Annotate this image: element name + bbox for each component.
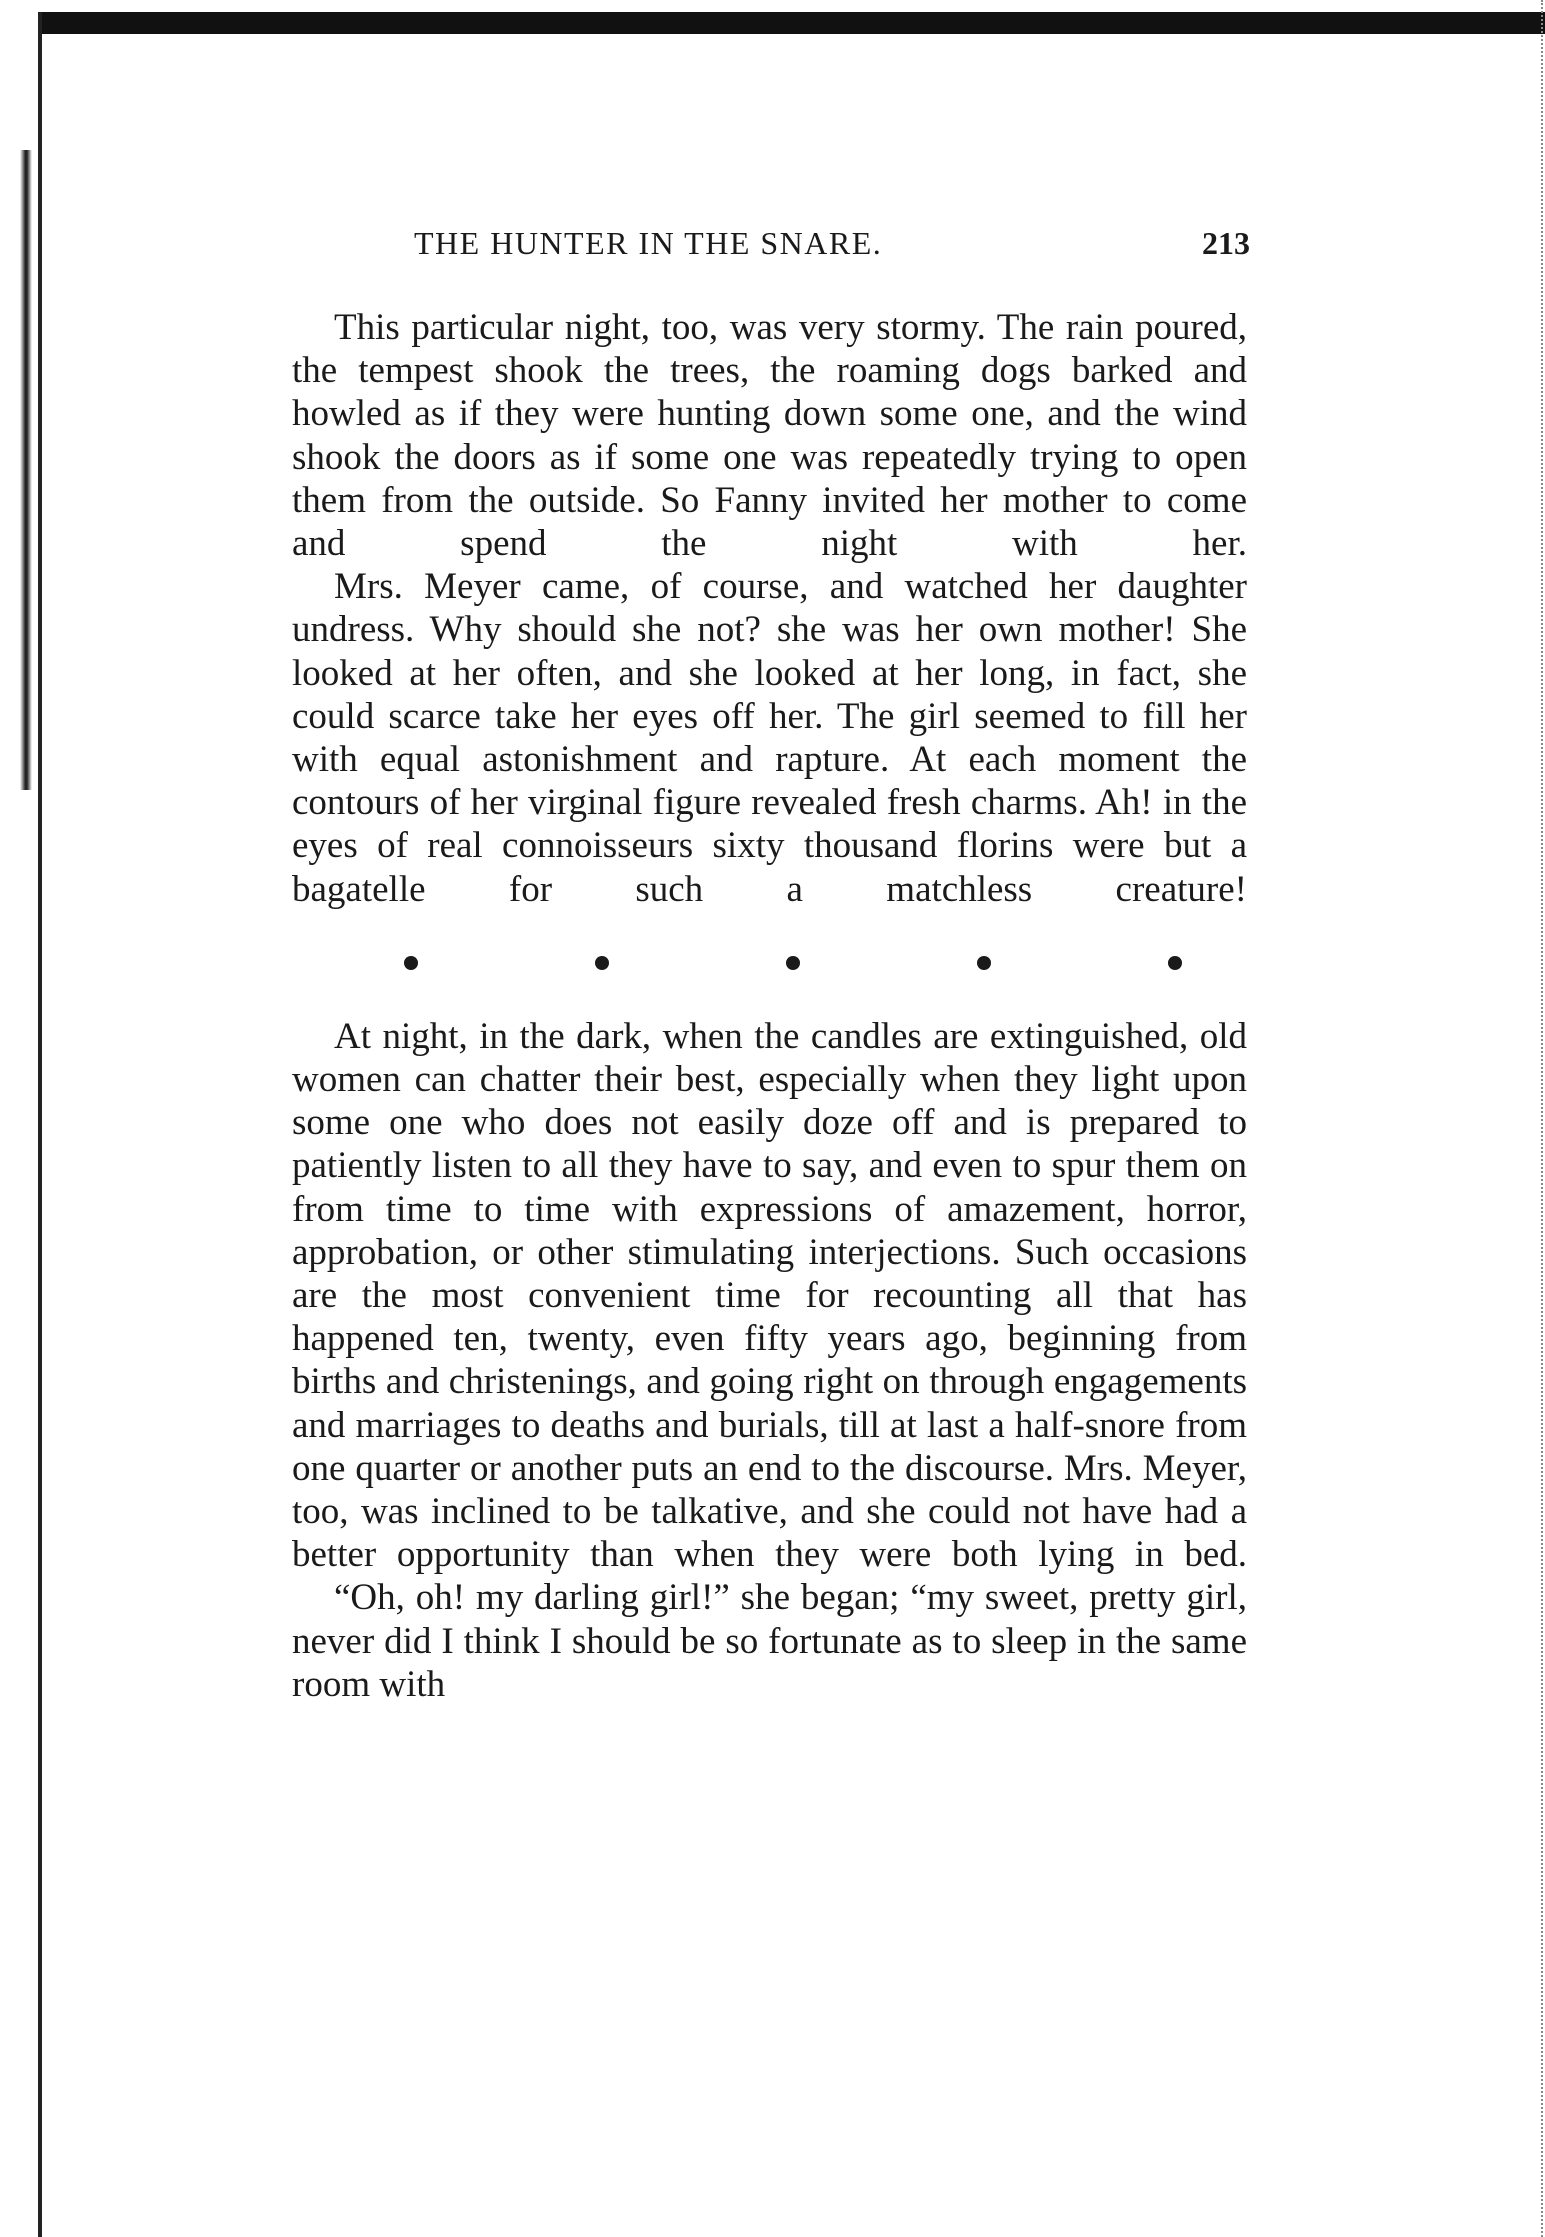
- body-text: [292, 306, 1247, 1706]
- asterism-dot: [786, 956, 800, 970]
- top-edge-rule: [38, 12, 1545, 34]
- running-head: [414, 218, 1250, 268]
- asterism-dot: [595, 956, 609, 970]
- running-head-title: THE HUNTER IN THE SNARE.: [414, 225, 883, 261]
- asterism-dot: [1168, 956, 1182, 970]
- right-page-edge: [1538, 0, 1543, 2237]
- paragraph-mrs-meyer: Mrs. Meyer came, of course, and watched her daughter undress. Why should she not? she was her own mother! She looked at her often, and she looked at her long, in fact, she could scarce take her eyes off her. The girl seemed to fill her with equal astonishment and rapture. At each moment the contours of her virginal figure revealed fresh charms. Ah! in the eyes of real connoisseurs sixty thousand florins were but a bagatelle for such a matchless creature!: [292, 566, 1247, 910]
- paragraph-stormy-night: This particular night, too, was very stormy. The rain poured, the tempest shook the trees, the roaming dogs barked and howled as if they were hunting down some one, and the wind shook the doors as if some one was repeatedly trying to open them from the outside. So Fanny invited her mother to come and spend the night with her.: [292, 307, 1247, 565]
- asterism-dot: [404, 956, 418, 970]
- paragraph-dialogue-start: “Oh, oh! my darling girl!” she began; “my sweet, pretty girl, never did I think I should be so fortunate as to sleep in the same room with: [292, 1577, 1247, 1705]
- page-number: 213: [1202, 225, 1250, 261]
- section-break-asterism: [404, 946, 1182, 980]
- left-edge-rule: [38, 12, 42, 2237]
- binding-gutter-shadow: [20, 150, 32, 790]
- paragraph-night-chatter: At night, in the dark, when the candles are extinguished, old women can chatter their best, especially when they light upon some one who does not easily doze off and is prepared to patiently listen to all they have to say, and even to spur them on from time to time with expressions of amazement, horror, approbation, or other stimulating interjections. Such occasions are the most convenient time for recounting all that has happened ten, twenty, even fifty years ago, beginning from births and christenings, and going right on through engagements and marriages to deaths and burials, till at last a half-snore from one quarter or another puts an end to the discourse. Mrs. Meyer, too, was inclined to be talkative, and she could not have had a better opportunity than when they were both lying in bed.: [292, 1015, 1247, 1576]
- asterism-dot: [977, 956, 991, 970]
